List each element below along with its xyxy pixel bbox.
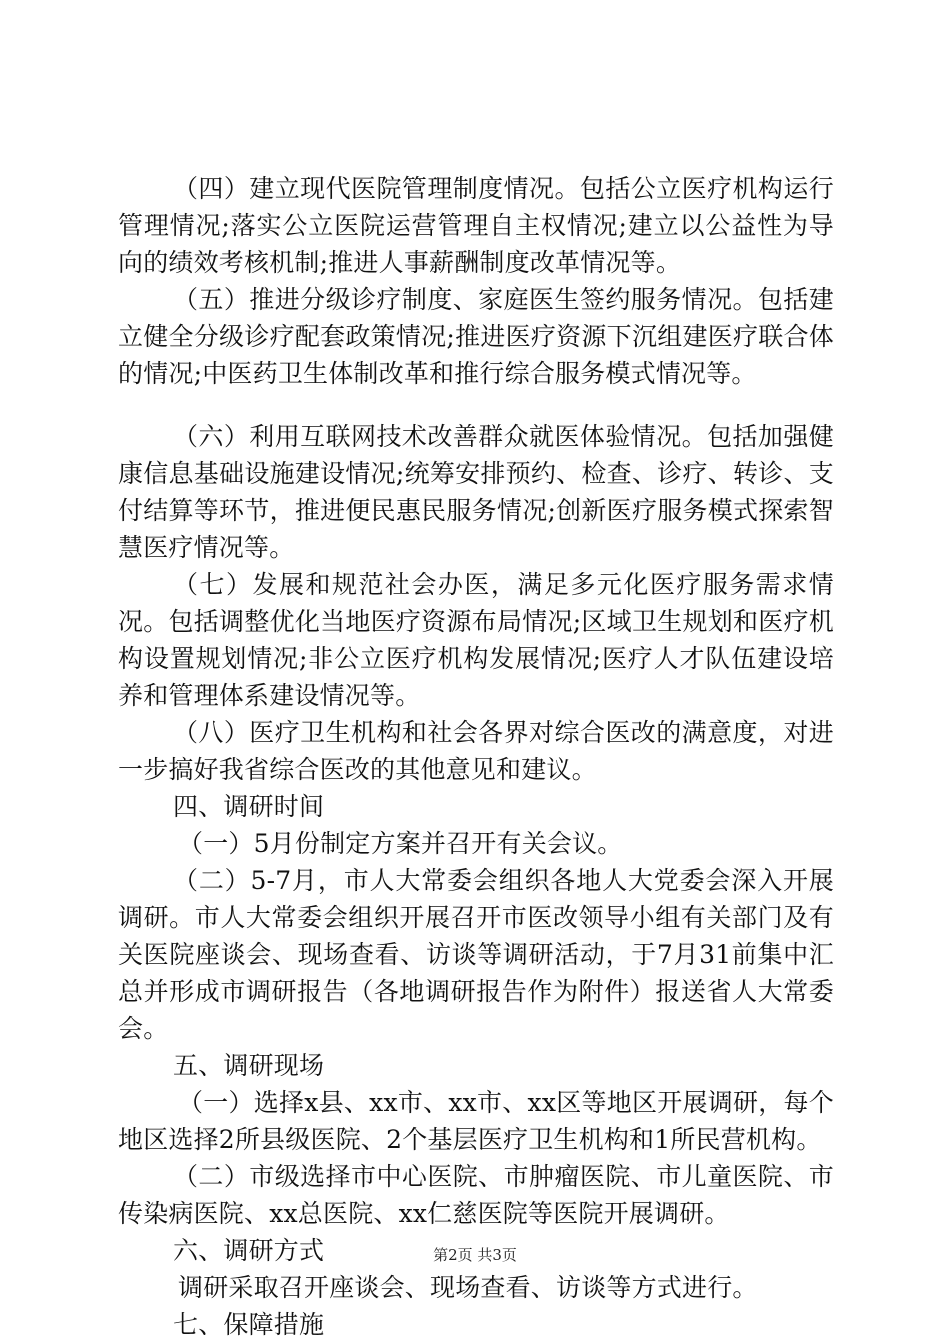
- document-body: [118, 170, 834, 1343]
- paragraph-time-1: （一）5月份制定方案并召开有关会议。: [178, 829, 623, 858]
- paragraph-section-4: （四）建立现代医院管理制度情况。包括公立医疗机构运行管理情况;落实公立医院运营管理自主权情况;建立以公益性为导向的绩效考核机制;推进人事薪酬制度改革情况等。: [118, 174, 834, 277]
- heading-research-method: 六、调研方式: [173, 1236, 325, 1265]
- heading-research-sites: 五、调研现场: [173, 1051, 325, 1080]
- paragraph-time-2: （二）5-7月，市人大常委会组织各地人大党委会深入开展调研。市人大常委会组织开展召开市医改领导小组有关部门及有关医院座谈会、现场查看、访谈等调研活动，于7月31前集中汇总并形成市调研报告（各地调研报告作为附件）报送省人大常委会。: [118, 866, 834, 1043]
- paragraph-section-8: （八）医疗卫生机构和社会各界对综合医改的满意度，对进一步搞好我省综合医改的其他意见和建议。: [118, 718, 834, 784]
- paragraph-section-5: （五）推进分级诊疗制度、家庭医生签约服务情况。包括建立健全分级诊疗配套政策情况;推进医疗资源下沉组建医疗联合体的情况;中医药卫生体制改革和推行综合服务模式情况等。: [118, 285, 834, 388]
- paragraph-sites-2: （二）市级选择市中心医院、市肿瘤医院、市儿童医院、市传染病医院、xx总医院、xx仁慈医院等医院开展调研。: [118, 1162, 834, 1228]
- page-number-footer: 第2页 共3页: [433, 1246, 517, 1264]
- heading-safeguards: 七、保障措施: [173, 1310, 325, 1339]
- paragraph-sites-1: （一）选择x县、xx市、xx市、xx区等地区开展调研，每个地区选择2所县级医院、2个基层医疗卫生机构和1所民营机构。: [118, 1088, 834, 1154]
- paragraph-section-7: （七）发展和规范社会办医，满足多元化医疗服务需求情况。包括调整优化当地医疗资源布局情况;区域卫生规划和医疗机构设置规划情况;非公立医疗机构发展情况;医疗人才队伍建设培养和管理体系建设情况等。: [118, 570, 834, 710]
- paragraph-section-6: （六）利用互联网技术改善群众就医体验情况。包括加强健康信息基础设施建设情况;统筹安排预约、检查、诊疗、转诊、支付结算等环节，推进便民惠民服务情况;创新医疗服务模式探索智慧医疗情况等。: [118, 422, 834, 562]
- heading-research-time: 四、调研时间: [173, 792, 325, 821]
- paragraph-method: 调研采取召开座谈会、现场查看、访谈等方式进行。: [178, 1273, 758, 1302]
